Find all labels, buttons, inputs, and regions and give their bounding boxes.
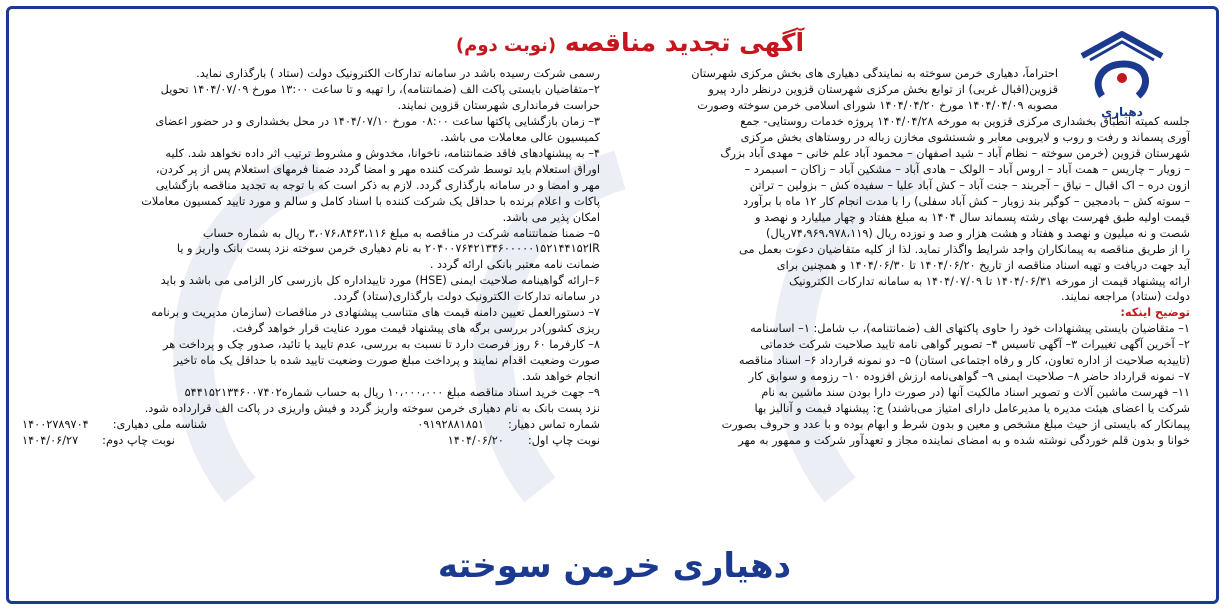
left-line: ۵– ضمنا ضمانتنامه شرکت در مناقصه به مبلغ ۳،۰۷۶،۸۴۶۳،۱۱۶ ریال به شماره حساب — [202, 226, 600, 240]
left-line: ۶–ارائه گواهینامه صلاحیت ایمنی (HSE) مورد تاییداداره کل بازرسی کار الزامی می باشد و باید — [160, 274, 600, 288]
body-line: آید جهت دریافت و تهیه اسناد مناقصه از تاریخ ۱۴۰۴/۰۶/۲۰ تا ۱۴۰۴/۰۶/۳۰ و همچنین برای — [776, 258, 1190, 272]
print-dates-row — [22, 433, 600, 449]
left-line: کمیسیون عالی معاملات می باشد. — [440, 130, 600, 144]
left-line: مهر و امضا و در سامانه بارگذاری گردد. لازم به ذکر است که با توجه به تجدید مناقصه بازگشایی — [155, 178, 600, 192]
left-line: انجام خواهد شد. — [521, 370, 600, 384]
left-line: اوراق استعلام باید توسط شرکت کننده مهر و امضا گردد ضمنا فرمهای استعلام پس از پر کردن، — [155, 162, 600, 176]
body-line: دولت (ستاد) مراجعه نمایند. — [1060, 290, 1190, 304]
left-line: ۸– کارفرما ۶۰ روز فرصت دارد تا نسبت به بررسی، عدم تایید یا تائید، صدور چک و پرداخت هر — [163, 338, 600, 352]
left-line: ۷– دستورالعمل تعیین دامنه قیمت های متناسب پیشنهادی در مناقصات (سازمان مدیریت و برنامه — [151, 306, 600, 320]
national-id-value: ۱۴۰۰۲۷۸۹۷۰۴ — [22, 417, 89, 431]
title-subtitle: (نوبت دوم) — [455, 35, 557, 56]
notes-line: ۱– متقاضیان بایستی پیشنهادات خود را حاوی پاکتهای الف (ضمانتنامه)، ب شامل: ۱– اساسنامه — [750, 322, 1190, 336]
page-title — [420, 26, 840, 63]
left-line: حراست فرمانداری شهرستان قزوین نمایند. — [397, 98, 600, 112]
body-line: ارائه پیشنهاد قیمت از مورخه ۱۴۰۴/۰۶/۳۱ تا ۱۴۰۴/۰۷/۰۹ به سامانه تدارکات الکترونیک — [789, 274, 1190, 288]
intro-line: احتراماً، دهیاری خرمن سوخته به نمایندگی دهیاری های بخش مرکزی شهرستان — [691, 67, 1058, 80]
left-line: ۹– جهت خرید اسناد مناقصه مبلغ ۱۰،۰۰۰،۰۰۰ ریال به حساب شماره۵۴۴۱۵۲۱۳۴۶۰۰۷۴۰۲ — [184, 386, 600, 400]
first-print-value: ۱۴۰۴/۰۶/۲۰ — [447, 433, 504, 447]
second-print-value: ۱۴۰۴/۰۶/۲۷ — [22, 433, 79, 447]
notes-line: ۱۱– فهرست ماشین آلات و تصویر اسناد مالکیت آنها (در صورت دارا بودن سند ماشین به نام — [761, 386, 1190, 400]
intro-line: مصوبه ۱۴۰۴/۰۴/۰۹ مورخ ۱۴۰۴/۰۴/۲۰ شورای اسلامی خرمن سوخته وصورت — [697, 98, 1058, 112]
right-column-intro — [630, 66, 1058, 114]
left-line: ضمانت نامه معتبر بانکی ارائه گردد . — [429, 258, 600, 272]
left-line: در سامانه تدارکات الکترونیک دولت بارگذاری(ستاد) گردد. — [333, 290, 600, 304]
footer-organization-name: دهیاری خرمن سوخته — [437, 546, 792, 586]
logo-caption: دهیاری — [1101, 105, 1143, 119]
left-column — [22, 66, 600, 528]
dehyari-logo-icon — [1062, 26, 1182, 122]
body-line: ازون دره – اک اقبال – نیاق – آجربند – جنت آباد – کش آباد علیا – سفیده کش – بزولین – تراتن — [749, 178, 1190, 192]
left-line: ریزی کشور)در بررسی برگه های پیشنهاد قیمت مورد عنایت قرار خواهد گرفت. — [232, 322, 600, 336]
left-line: ۲–متقاضیان بایستی پاکت الف (ضمانتنامه)، را تهیه و تا ساعت ۱۳:۰۰ مورخ ۱۴۰۴/۰۷/۰۹ تحویل — [160, 82, 600, 96]
first-print-label: نوبت چاپ اول: — [527, 433, 600, 447]
body-line: – زویار – چاریس – همت آباد – اروس آباد – الولک – هادی آباد – مشکین آباد – زاکان – اسبمرد – — [744, 162, 1190, 176]
left-line: ۳– زمان بازگشایی پاکتها ساعت ۰۸:۰۰ مورخ ۱۴۰۴/۰۷/۱۰ در محل بخشداری و در حضور اعضای — [155, 114, 600, 128]
body-line: جلسه کمیته انطباق بخشداری مرکزی قزوین به مورخه ۱۴۰۴/۰۴/۲۸ پروژه خدمات روستایی- جمع — [740, 115, 1190, 128]
notes-line: ۷– نمونه قرارداد حاضر ۸– صلاحیت ایمنی ۹– گواهی‌نامه ارزش افزوده ۱۰– رزومه و سوابق کار — [748, 370, 1190, 384]
second-print-label: نوبت چاپ دوم: — [102, 433, 175, 447]
body-line: – سوته کش – بادمجین – کوگیر بند زویار – کش آباد سفلی) را با مدت انجام کار ۱۲ ماه با برآورد — [743, 194, 1190, 208]
notes-line: شرکت یا اعضای هیئت مدیره یا مدیرعامل دارای امتیاز می‌باشند) ج: پیشنهاد قیمت و آنالیز بها — [754, 402, 1190, 416]
left-line: رسمی شرکت رسیده باشد در سامانه تدارکات الکترونیک دولت (ستاد ) بارگذاری نماید. — [196, 67, 600, 80]
dehyari-logo — [1062, 26, 1182, 122]
right-column-body — [630, 114, 1190, 530]
notes-line: ۲– آخرین آگهی تغییرات ۳– آگهی تاسیس ۴– تصویر گواهی نامه تایید صلاحیت شرکت خدماتی — [760, 338, 1190, 352]
contact-row — [22, 417, 600, 433]
left-line: ۴– به پیشنهادهای فاقد ضمانتنامه، ناخوانا، مخدوش و مشروط ترتیب اثر داده نخواهد شد. کلیه — [165, 146, 600, 160]
title-text: آگهی تجدید مناقصه — [564, 28, 805, 57]
notes-line: (تاییدیه صلاحیت از اداره تعاون، کار و رفاه اجتماعی استان) ۵– دو نمونه قرارداد ۶– اسناد مناقصه — [738, 354, 1190, 368]
body-line: قیمت اولیه طبق فهرست بهای رشته پسماند سال ۱۴۰۴ به مبلغ هفتاد و چهار میلیارد و نهصد و — [755, 210, 1190, 224]
notes-heading: توضیح اینکه: — [1120, 306, 1190, 320]
national-id-label: شناسه ملی دهیاری: — [112, 417, 207, 431]
left-line: ۲۰۴۰۰۷۶۴۲۱۳۴۶۰۰۰۰۰۱۵۲۱۴۴۱۵۲IR به نام دهیاری خرمن سوخته نزد پست بانک واریز و یا — [176, 242, 600, 256]
left-line: پاکات و اعلام برنده با حداقل یک شرکت کننده با اسناد کامل و سالم و مورد تایید کمسیون معاملات — [141, 194, 600, 208]
body-line: را از طریق مناقصه به پیمانکاران واجد شرایط واگذار نماید. لذا از کلیه متقاضیان دعوت بعمل می — [739, 242, 1190, 256]
intro-line: قزوین(اقبال غربی) از توابع بخش مرکزی شهرستان قزوین درنظر دارد پیرو — [708, 82, 1058, 96]
contact-label: شماره تماس دهیار: — [507, 417, 600, 431]
notes-line: خوانا و بدون قلم خوردگی نوشته شده و به امضای نماینده مجاز و تعهدآور شرکت و ممهور به مهر — [738, 434, 1190, 448]
notes-line: پیمانکار که بایستی از حیث مبلغ مشخص و معین و بدون شرط و ابهام بوده و با عدد و حروف بصورت — [721, 418, 1190, 432]
left-line: نزد پست بانک به نام دهیاری خرمن سوخته واریز گردد و فیش واریزی در پاکت الف قرارداده شود. — [144, 402, 600, 416]
body-line: شصت و نه میلیون و نهصد و هفتاد و هشت هزار و صد و نوزده ریال (۷۴،۹۶۹،۹۷۸،۱۱۹ریال) — [766, 226, 1190, 240]
body-line: آوری پسماند و رفت و روب و لایروبی معابر و شستشوی مخازن زباله در روستاهای بخش مرکزی — [740, 130, 1190, 144]
contact-value: ۰۹۱۹۲۸۸۱۸۵۱ — [417, 417, 484, 431]
body-line: شهرستان قزوین (خرمن سوخته – نظام آباد – شید اصفهان – محمود آباد علم خانی – مهدی آباد بزرگ — [720, 146, 1190, 160]
left-line: امکان پذیر می باشد. — [502, 210, 600, 224]
left-line: صورت وضعیت اقدام نمایند و پرداخت مبلغ صورت وضعیت تایید شده با حداقل یک ماه تاخیر — [173, 354, 600, 368]
